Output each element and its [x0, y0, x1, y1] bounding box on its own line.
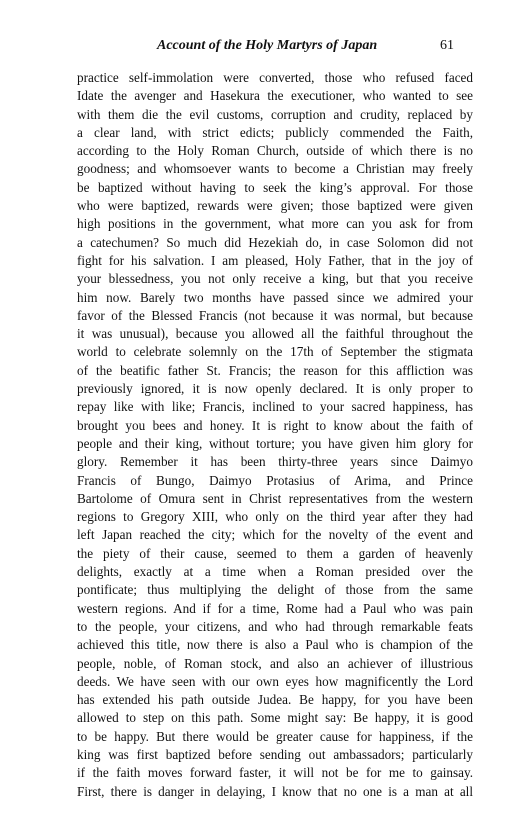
text-line: be baptized without having to seek the king’s approval. For those — [77, 179, 473, 195]
text-line: glory. Remember it has been thirty-three years since Daimyo — [77, 454, 473, 470]
text-line: if the faith moves forward faster, it will not be for me to gainsay. — [77, 765, 473, 781]
text-line: your blessedness, you not only receive a king, but that you receive — [77, 271, 473, 287]
text-line: people and their king, without torture; you have given him glory for — [77, 435, 473, 451]
text-line: has extended his path outside Judea. Be happy, for you have been — [77, 692, 473, 708]
text-line: according to the Holy Roman Church, outside of which there is no — [77, 143, 473, 159]
text-line: First, there is danger in delaying, I know that no one is a man at all — [77, 783, 473, 799]
text-line: pontificate; thus multiplying the delight of those from the same — [77, 582, 473, 598]
running-title: Account of the Holy Martyrs of Japan — [157, 38, 378, 53]
text-line: regions to Gregory XIII, who only on the third year after they had — [77, 509, 473, 525]
text-line: to the people, your citizens, and who had through remarkable feats — [77, 618, 473, 634]
text-line: brought you bees and honey. It is right to know about the faith of — [77, 417, 473, 433]
text-line: it was unusual), because you allowed all the faithful throughout the — [77, 326, 473, 342]
text-line: Bartolome of Omura sent in Christ representatives from the western — [77, 490, 473, 506]
text-line: deeds. We have seen with our own eyes how magnificently the Lord — [77, 673, 473, 689]
text-line: with them die the evil customs, corruption and crudity, replaced by — [77, 106, 473, 122]
text-line: Francis of Bungo, Daimyo Protasius of Arima, and Prince — [77, 472, 473, 488]
text-line: delights, exactly at a time when a Roman presided over the — [77, 564, 473, 580]
text-line: a clear land, with strict edicts; publicly commended the Faith, — [77, 124, 473, 140]
text-line: him now. Barely two months have passed since we admired your — [77, 289, 473, 305]
body-text — [77, 69, 473, 801]
text-line: world to celebrate solemnly on the 17th of September the stigmata — [77, 344, 473, 360]
text-line: allowed to step on this path. Some might say: Be happy, it is good — [77, 710, 473, 726]
text-line: achieved this title, now there is also a Paul who is champion of the — [77, 637, 473, 653]
text-line: of the beatific father St. Francis; the reason for this affliction was — [77, 362, 473, 378]
text-line: to be happy. But there would be greater cause for happiness, if the — [77, 728, 473, 744]
text-line: who were baptized, rewards were given; those baptized were given — [77, 198, 473, 214]
text-line: people, noble, of Roman stock, and also an achiever of illustrious — [77, 655, 473, 671]
text-line: favor of the Blessed Francis (not because it was normal, but because — [77, 307, 473, 323]
text-line: left Japan reached the city; which for the novelty of the event and — [77, 527, 473, 543]
text-line: repay like with like; Francis, inclined to your sacred happiness, has — [77, 399, 473, 415]
text-line: western regions. And if for a time, Rome had a Paul who was pain — [77, 600, 473, 616]
text-line: high positions in the government, what more can you ask for from — [77, 216, 473, 232]
text-line: practice self-immolation were converted, those who refused faced — [77, 70, 473, 85]
running-head — [0, 36, 528, 56]
text-line: the piety of their cause, seemed to them a garden of heavenly — [77, 545, 473, 561]
page-number: 61 — [440, 38, 454, 53]
text-line: a catechumen? So much did Hezekiah do, in case Solomon did not — [77, 234, 473, 250]
text-line: fight for his salvation. I am pleased, Holy Father, that in the joy of — [77, 252, 473, 268]
text-line: goodness; and whomsoever wants to become a Christian may freely — [77, 161, 473, 177]
text-line: Idate the avenger and Hasekura the executioner, who wanted to see — [77, 88, 473, 104]
text-line: king was first baptized before sending out ambassadors; particularly — [77, 746, 473, 762]
text-line: previously ignored, it is now openly declared. It is only proper to — [77, 381, 473, 397]
